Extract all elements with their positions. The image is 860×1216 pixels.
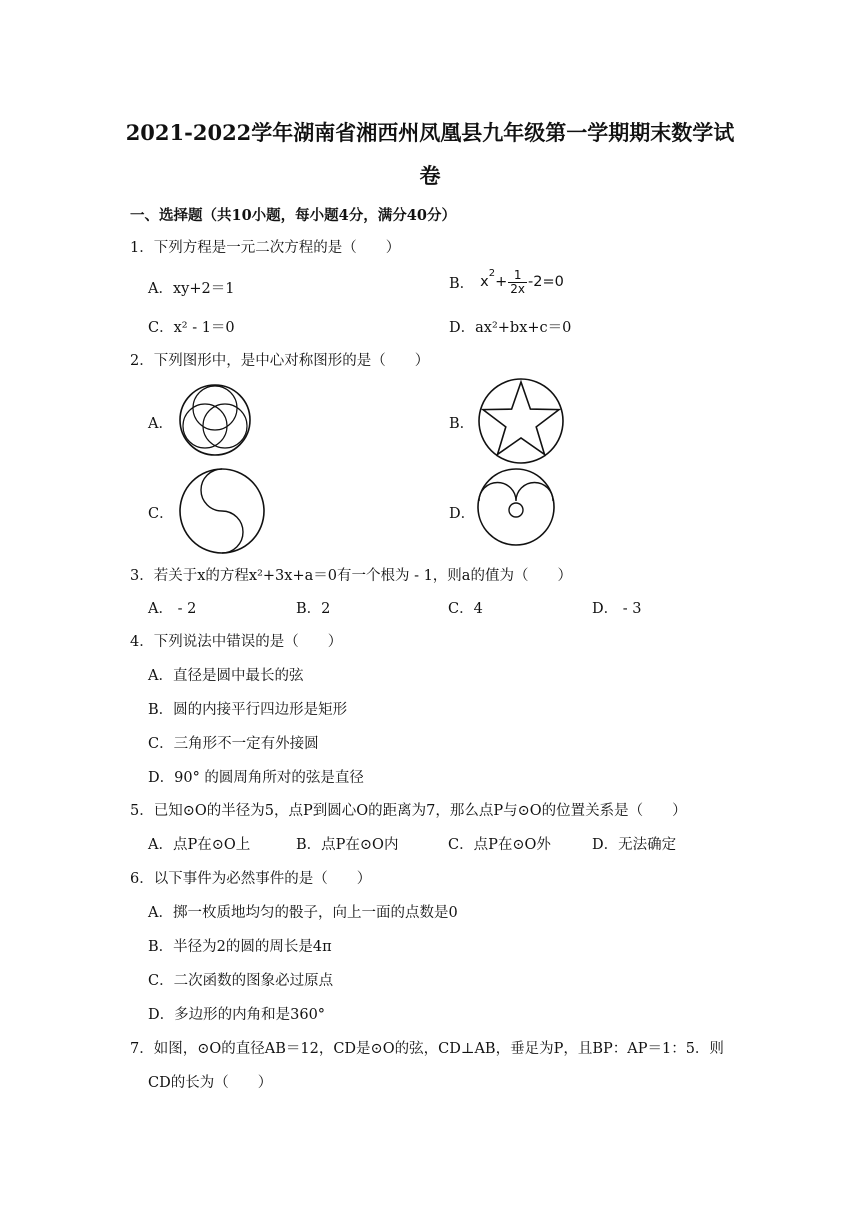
question-6-option-d: D．多边形的内角和是360° [148, 1007, 326, 1023]
question-3-stem: 3．若关于x的方程x²+3x+a＝0有一个根为 - 1，则a的值为（ ） [130, 568, 572, 584]
question-6-option-b: B．半径为2的圆的周长是4π [148, 939, 332, 955]
question-5-option-d: D．无法确定 [592, 837, 677, 853]
question-7-stem-line1: 7．如图，⊙O的直径AB＝12，CD是⊙O的弦，CD⊥AB，垂足为P，且BP：AP＝1：5．则 [130, 1041, 724, 1057]
fraction-numerator: 1 [508, 269, 527, 283]
question-2-option-b: B． [449, 416, 475, 432]
three-arc-circle-icon [178, 383, 252, 457]
option-b-prefix: B． [449, 275, 475, 292]
question-2-option-d: D． [449, 506, 476, 522]
question-1-option-d: D．ax²+bx+c＝0 [449, 320, 572, 336]
star-in-circle-icon [476, 375, 566, 465]
question-6-option-a: A．掷一枚质地均匀的骰子，向上一面的点数是0 [148, 905, 458, 921]
question-1-stem: 1．下列方程是一元二次方程的是（ ） [130, 240, 401, 256]
fraction [508, 269, 527, 296]
plus-sign: + [495, 274, 508, 290]
question-5-option-c: C．点P在⊙O外 [448, 837, 551, 853]
exponent: 2 [488, 268, 496, 279]
question-5-stem: 5．已知⊙O的半径为5，点P到圆心O的距离为7，那么点P与⊙O的位置关系是（ ） [130, 803, 687, 819]
question-5-option-b: B．点P在⊙O内 [296, 837, 399, 853]
question-1-option-b [449, 268, 564, 296]
equation-tail: -2=0 [528, 274, 564, 290]
question-1-option-a: A．xy+2＝1 [148, 281, 235, 297]
question-2-option-a: A． [148, 416, 173, 432]
question-3-option-b: B．2 [296, 601, 331, 617]
question-5-option-a: A．点P在⊙O上 [148, 837, 251, 853]
question-3-option-d: D． - 3 [592, 601, 642, 617]
question-6-option-c: C．二次函数的图象必过原点 [148, 973, 334, 989]
yin-yang-circle-icon [178, 467, 266, 555]
question-4-option-d: D．90° 的圆周角所对的弦是直径 [148, 770, 364, 786]
heart-circle-icon [476, 467, 556, 547]
question-4-option-a: A．直径是圆中最长的弦 [148, 668, 304, 684]
term-x: x [480, 274, 489, 290]
question-3-option-c: C．4 [448, 601, 483, 617]
section-heading: 一、选择题（共10小题，每小题4分，满分40分） [130, 207, 456, 224]
question-2-stem: 2．下列图形中，是中心对称图形的是（ ） [130, 353, 430, 369]
page-title: 2021-2022学年湖南省湘西州凤凰县九年级第一学期期末数学试 [125, 120, 735, 145]
question-4-stem: 4．下列说法中错误的是（ ） [130, 634, 343, 650]
page-title-continued: 卷 [419, 163, 441, 188]
question-1-option-c: C．x² - 1＝0 [148, 320, 235, 336]
question-4-option-b: B．圆的内接平行四边形是矩形 [148, 702, 348, 718]
question-7-stem-line2: CD的长为（ ） [148, 1075, 273, 1091]
question-2-option-c: C． [148, 506, 174, 522]
fraction-denominator: 2x [510, 281, 526, 296]
question-3-option-a: A． - 2 [148, 601, 197, 617]
question-6-stem: 6．以下事件为必然事件的是（ ） [130, 871, 372, 887]
question-4-option-c: C．三角形不一定有外接圆 [148, 736, 319, 752]
